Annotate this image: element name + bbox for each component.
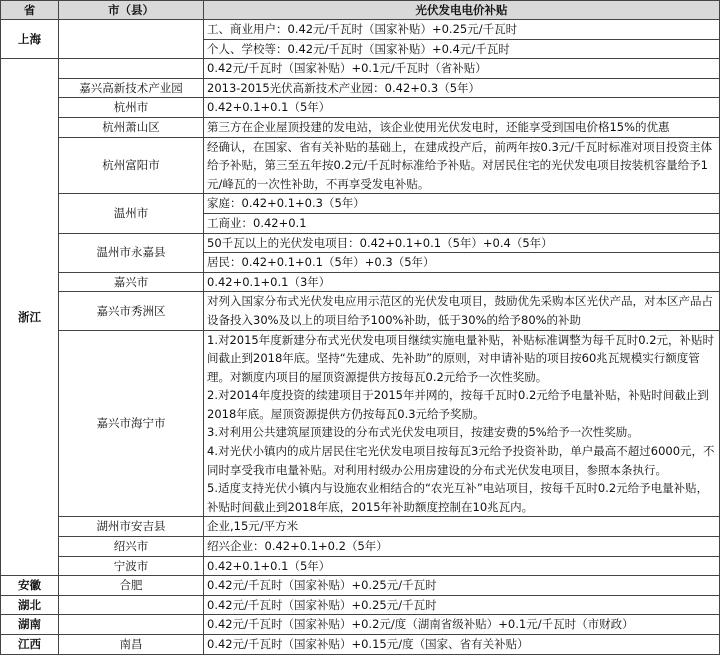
table-row	[1, 20, 720, 40]
city-cell: 杭州富阳市	[59, 137, 204, 194]
subsidy-cell: 居民：0.42+0.1+0.1（5年）+0.3（5年）	[204, 253, 720, 273]
table-row	[1, 98, 720, 118]
table-row	[1, 330, 720, 517]
city-cell-empty	[59, 59, 204, 79]
subsidy-cell	[204, 330, 720, 517]
table-row	[1, 292, 720, 330]
table-row	[1, 576, 720, 596]
subsidy-cell: 0.42+0.1+0.1（5年）	[204, 556, 720, 576]
city-cell: 绍兴市	[59, 537, 204, 557]
table-row	[1, 137, 720, 194]
province-hunan: 湖南	[1, 615, 59, 635]
subsidy-cell: 第三方在企业屋顶投建的发电站，该企业使用光伏发电时，还能享受到国电价格15%的优惠	[204, 117, 720, 137]
header-subsidy: 光伏发电电价补贴	[204, 1, 720, 20]
province-zhejiang: 浙江	[1, 59, 59, 576]
haining-item-2: 2.对2014年度投资的续建项目于2015年并网的，按每千瓦时0.2元给予电量补贴，补贴时间截止到2018年底。屋顶资源提供方仍按每瓦0.3元给予奖励。	[207, 388, 709, 421]
table-row	[1, 517, 720, 537]
city-cell: 杭州萧山区	[59, 117, 204, 137]
city-cell: 嘉兴市秀洲区	[59, 292, 204, 330]
city-cell: 宁波市	[59, 556, 204, 576]
subsidy-cell: 工、商业用户：0.42元/千瓦时（国家补贴）+0.25元/千瓦时	[204, 20, 720, 40]
subsidy-cell: 个人、学校等：0.42元/千瓦时（国家补贴）+0.4元/千瓦时	[204, 39, 720, 59]
city-cell: 嘉兴市	[59, 272, 204, 292]
table-row	[1, 556, 720, 576]
province-hubei: 湖北	[1, 595, 59, 615]
province-jiangxi: 江西	[1, 635, 59, 655]
haining-item-1: 1.对2015年度新建分布式光伏发电项目继续实施电量补贴，补贴标准调整为每千瓦时0.2元，补贴时间截止到2018年底。坚持“先建成、先补助”的原则，对申请补贴的项目按60兆瓦规模实行额度管理。对额度内项目的屋顶资源提供方按每瓦0.2元给予一次性奖励。	[207, 332, 715, 384]
city-cell-empty	[59, 595, 204, 615]
city-cell: 合肥	[59, 576, 204, 596]
header-province: 省	[1, 1, 59, 20]
table-row	[1, 272, 720, 292]
subsidy-cell: 0.42元/千瓦时（国家补贴）+0.1元/千瓦时（省补贴）	[204, 59, 720, 79]
subsidy-cell: 2013-2015光伏高新技术产业园：0.42+0.3（5年）	[204, 78, 720, 98]
city-cell: 温州市	[59, 194, 204, 233]
haining-item-4: 4.对光伏小镇内的成片居民住宅光伏发电项目按每瓦3元给予投资补助，单户最高不超过6000元，不同时享受我市电量补贴。对利用村级办公用房建设的分布式光伏发电项目，参照本条执行。	[207, 444, 715, 477]
city-cell: 嘉兴市海宁市	[59, 330, 204, 517]
city-cell: 杭州市	[59, 98, 204, 118]
subsidy-cell: 家庭：0.42+0.1+0.3（5年）	[204, 194, 720, 214]
city-cell-empty	[59, 20, 204, 59]
subsidy-cell: 工商业：0.42+0.1	[204, 213, 720, 233]
table-row	[1, 117, 720, 137]
subsidy-cell: 企业,15元/平方米	[204, 517, 720, 537]
table-row	[1, 233, 720, 253]
subsidy-cell: 50千瓦以上的光伏发电项目：0.42+0.1+0.1（5年）+0.4（5年）	[204, 233, 720, 253]
subsidy-cell: 0.42元/千瓦时（国家补贴）+0.25元/千瓦时	[204, 595, 720, 615]
header-row	[1, 1, 720, 20]
table-row	[1, 78, 720, 98]
table-row	[1, 537, 720, 557]
table-row	[1, 635, 720, 655]
subsidy-cell: 0.42元/千瓦时（国家补贴）+0.25元/千瓦时	[204, 576, 720, 596]
subsidy-cell: 0.42+0.1+0.1（5年）	[204, 98, 720, 118]
table-row	[1, 595, 720, 615]
province-shanghai: 上海	[1, 20, 59, 59]
table-row	[1, 59, 720, 79]
subsidy-cell: 0.42元/千瓦时（国家补贴）+0.2元/度（湖南省级补贴）+0.1元/千瓦时（市财政）	[204, 615, 720, 635]
city-cell-empty	[59, 615, 204, 635]
table-row	[1, 615, 720, 635]
table-row	[1, 194, 720, 214]
subsidy-cell: 绍兴企业：0.42+0.1+0.2（5年）	[204, 537, 720, 557]
haining-item-5: 5.适度支持光伏小镇内与设施农业相结合的“农光互补”电站项目，按每千瓦时0.2元给予电量补贴，补贴时间截止到2018年底，2015年补助额度控制在10兆瓦内。	[207, 481, 709, 514]
city-cell: 南昌	[59, 635, 204, 655]
subsidy-cell: 0.42元/千瓦时（国家补贴）+0.15元/度（国家、省有关补贴）	[204, 635, 720, 655]
haining-item-3: 3.对利用公共建筑屋顶建设的分布式光伏发电项目，按建安费的5%给予一次性奖励。	[207, 425, 639, 440]
province-anhui: 安徽	[1, 576, 59, 596]
city-cell: 嘉兴高新技术产业园	[59, 78, 204, 98]
city-cell: 湖州市安吉县	[59, 517, 204, 537]
subsidy-cell: 0.42+0.1+0.1（3年）	[204, 272, 720, 292]
header-city: 市（县）	[59, 1, 204, 20]
subsidy-cell: 对列入国家分布式光伏发电应用示范区的光伏发电项目，鼓励优先采购本区光伏产品，对本区产品占设备投入30%及以上的项目给予100%补助，低于30%的给予80%的补助	[204, 292, 720, 330]
subsidy-cell: 经确认，在国家、省有关补贴的基础上，在建成投产后，前两年按0.3元/千瓦时标准对项目投资主体给予补贴，第三至五年按0.2元/千瓦时标准给予补贴。对居民住宅的光伏发电项目按装机容量给予1元/峰瓦的一次性补助，不再享受发电补贴。	[204, 137, 720, 194]
city-cell: 温州市永嘉县	[59, 233, 204, 272]
